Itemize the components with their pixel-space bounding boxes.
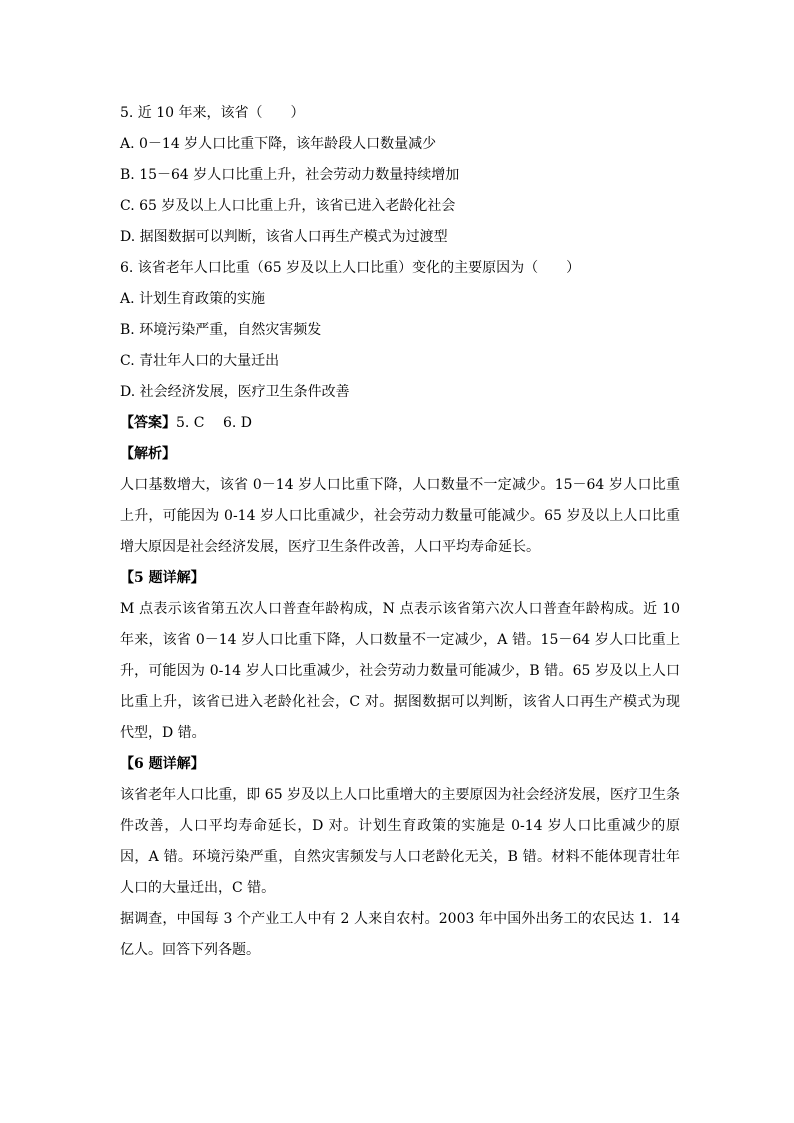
question-5-option-c: C. 65 岁及以上人口比重上升，该省已进入老龄化社会	[120, 198, 456, 214]
question-6-option-d: D. 社会经济发展，医疗卫生条件改善	[120, 384, 350, 400]
question-5-stem: 5. 近 10 年来，该省（ ）	[120, 105, 305, 121]
answer-line	[120, 408, 680, 439]
analysis-text: 人口基数增大，该省 0－14 岁人口比重下降，人口数量不一定减少。15－64 岁人口比重上升，可能因为 0-14 岁人口比重减少，社会劳动力数量可能减少。65 岁及以上人口比重增大原因是社会经济发展，医疗卫生条件改善，人口平均寿命延长。	[120, 477, 680, 555]
detail-5-label: 【5 题详解】	[120, 570, 205, 586]
detail-6-label: 【6 题详解】	[120, 756, 205, 772]
question-6-stem: 6. 该省老年人口比重（65 岁及以上人口比重）变化的主要原因为（ ）	[120, 260, 581, 276]
question-6-option-b: B. 环境污染严重，自然灾害频发	[120, 322, 322, 338]
answer-text: 5. C 6. D	[176, 415, 253, 431]
answer-label: 【答案】	[120, 415, 176, 431]
question-6-option-a: A. 计划生育政策的实施	[120, 291, 266, 307]
question-5-option-a: A. 0－14 岁人口比重下降，该年龄段人口数量减少	[120, 136, 437, 152]
analysis-label: 【解析】	[120, 446, 176, 462]
document-page	[120, 98, 680, 966]
question-5-option-d: D. 据图数据可以判断，该省人口再生产模式为过渡型	[120, 229, 448, 245]
detail-6-text: 该省老年人口比重，即 65 岁及以上人口比重增大的主要原因为社会经济发展，医疗卫生条件改善，人口平均寿命延长，D 对。计划生育政策的实施是 0-14 岁人口比重减少的原因，A 错。环境污染严重，自然灾害频发与人口老龄化无关，B 错。材料不能体现青壮年人口的大量迁出，C 错。	[120, 787, 680, 896]
next-material-text: 据调查，中国每 3 个产业工人中有 2 人来自农村。2003 年中国外出务工的农民达 1．14 亿人。回答下列各题。	[120, 911, 680, 958]
detail-5-text: M 点表示该省第五次人口普查年龄构成，N 点表示该省第六次人口普查年龄构成。近 10 年来，该省 0－14 岁人口比重下降，人口数量不一定减少，A 错。15－64 岁人口比重上升，可能因为 0-14 岁人口比重减少，社会劳动力数量可能减少，B 错。65 岁及以上人口比重上升，该省已进入老龄化社会，C 对。据图数据可以判断，该省人口再生产模式为现代型，D 错。	[120, 601, 680, 741]
question-6-option-c: C. 青壮年人口的大量迁出	[120, 353, 280, 369]
question-5-option-b: B. 15－64 岁人口比重上升，社会劳动力数量持续增加	[120, 167, 460, 183]
